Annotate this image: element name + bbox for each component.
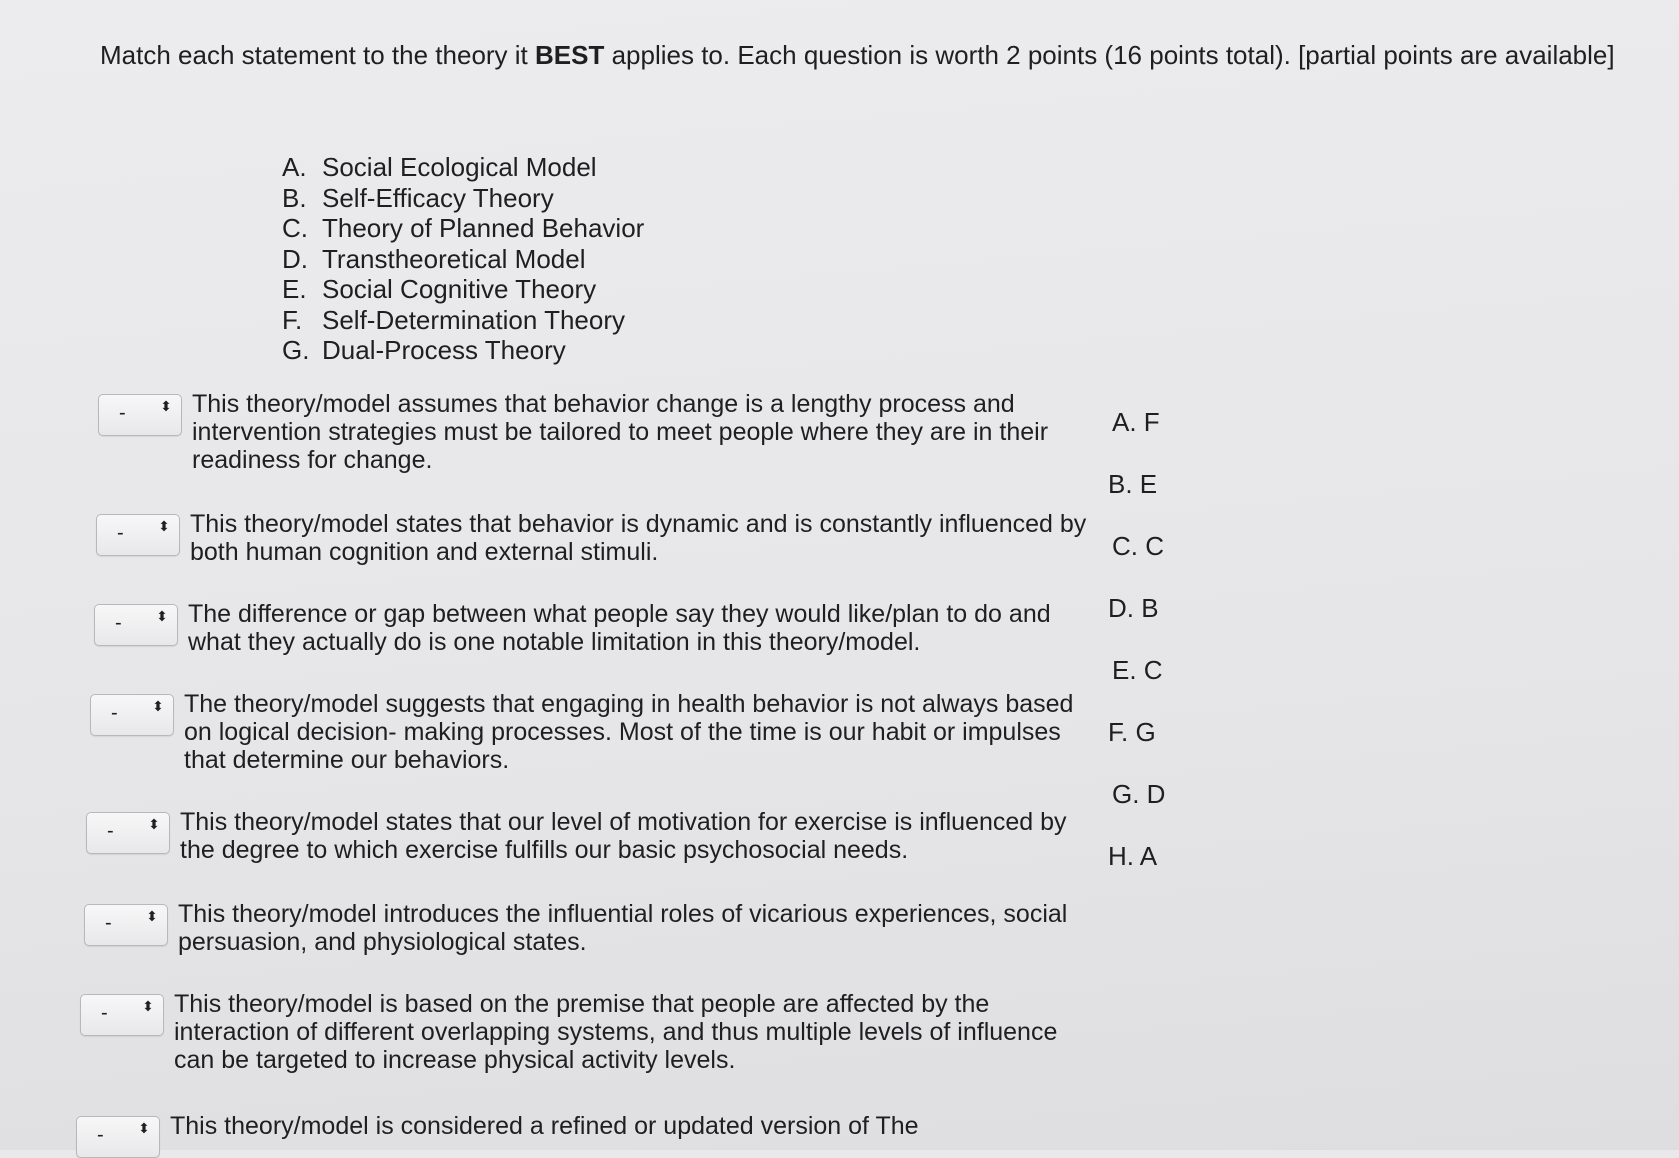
question-text: This theory/model is based on the premise that people are affected by the interaction of different overlapping systems, and thus multiple levels of influence can be targeted to increase physical activity levels. [174, 990, 1058, 1074]
instructions-emphasis: BEST [535, 40, 605, 70]
select-value: - [115, 612, 122, 634]
select-arrows-icon: ⬍ [160, 398, 172, 414]
answer-select[interactable] [90, 694, 174, 736]
question-text: This theory/model introduces the influential roles of vicarious experiences, social persuasion, and physiological states. [178, 900, 1068, 956]
answer-note: C. C [1112, 531, 1164, 561]
question-text: The theory/model suggests that engaging in health behavior is not always based on logical decision- making processes. Most of the time is our habit or impulses that determine our behaviors. [184, 690, 1074, 774]
select-arrows-icon: ⬍ [156, 608, 168, 624]
select-arrows-icon: ⬍ [138, 1120, 150, 1136]
option-label: Theory of Planned Behavior [322, 213, 645, 243]
question-text: This theory/model assumes that behavior change is a lengthy process and intervention strategies must be tailored to meet people where they are in their readiness for change. [192, 390, 1049, 474]
answer-note: H. A [1108, 841, 1158, 871]
question-text: This theory/model states that behavior is dynamic and is constantly influenced by both human cognition and external stimuli. [190, 510, 1087, 566]
answer-select[interactable] [80, 994, 164, 1036]
select-value: - [111, 702, 118, 724]
select-value: - [107, 820, 114, 842]
option-label: Self-Efficacy Theory [322, 182, 554, 213]
answer-note: G. D [1112, 779, 1166, 809]
option-item [282, 305, 644, 336]
instructions-prefix: Match each statement to the theory it [100, 40, 536, 70]
answer-note: D. B [1108, 593, 1159, 623]
answer-select[interactable] [96, 514, 180, 556]
question-text: This theory/model states that our level of motivation for exercise is influenced by the degree to which exercise fulfills our basic psychosocial needs. [180, 808, 1067, 864]
instructions [100, 38, 1660, 72]
option-letter: G. [282, 335, 310, 365]
select-value: - [119, 402, 126, 424]
option-item [282, 213, 644, 244]
answer-select[interactable] [86, 812, 170, 854]
answer-select[interactable] [94, 604, 178, 646]
option-label: Dual-Process Theory [322, 335, 566, 365]
option-letter: F. [282, 304, 303, 335]
select-value: - [101, 1002, 108, 1024]
select-value: - [105, 912, 112, 934]
option-label: Transtheoretical Model [322, 243, 586, 274]
select-arrows-icon: ⬍ [142, 998, 154, 1014]
answer-note: A. F [1112, 407, 1160, 437]
select-arrows-icon: ⬍ [152, 698, 164, 714]
option-item [282, 152, 644, 183]
answer-note: F. G [1108, 717, 1156, 747]
option-label: Social Ecological Model [322, 152, 597, 182]
select-value: - [97, 1124, 104, 1146]
answer-select[interactable] [98, 394, 182, 436]
select-arrows-icon: ⬍ [146, 908, 158, 924]
answer-select[interactable] [76, 1116, 160, 1158]
theory-options-list [282, 152, 644, 366]
option-label: Social Cognitive Theory [322, 274, 597, 304]
question-text: This theory/model is considered a refined or updated version of The [170, 1112, 919, 1140]
instructions-suffix: applies to. Each question is worth 2 points (16 points total). [partial points are available] [604, 40, 1615, 70]
answer-select[interactable] [84, 904, 168, 946]
option-letter: D. [282, 243, 308, 274]
option-letter: C. [282, 213, 308, 243]
option-item [282, 274, 644, 305]
select-arrows-icon: ⬍ [148, 816, 160, 832]
option-item [282, 183, 644, 214]
select-arrows-icon: ⬍ [158, 518, 170, 534]
option-item [282, 244, 644, 275]
select-value: - [117, 522, 124, 544]
option-letter: A. [282, 152, 307, 182]
option-item [282, 335, 644, 366]
handwritten-answers-list [1108, 407, 1166, 904]
option-letter: B. [282, 182, 307, 213]
answer-note: E. C [1112, 655, 1163, 685]
option-label: Self-Determination Theory [322, 304, 625, 335]
option-letter: E. [282, 274, 307, 304]
question-text: The difference or gap between what people say they would like/plan to do and what they actually do is one notable limitation in this theory/model. [188, 600, 1051, 656]
answer-note: B. E [1108, 469, 1158, 499]
